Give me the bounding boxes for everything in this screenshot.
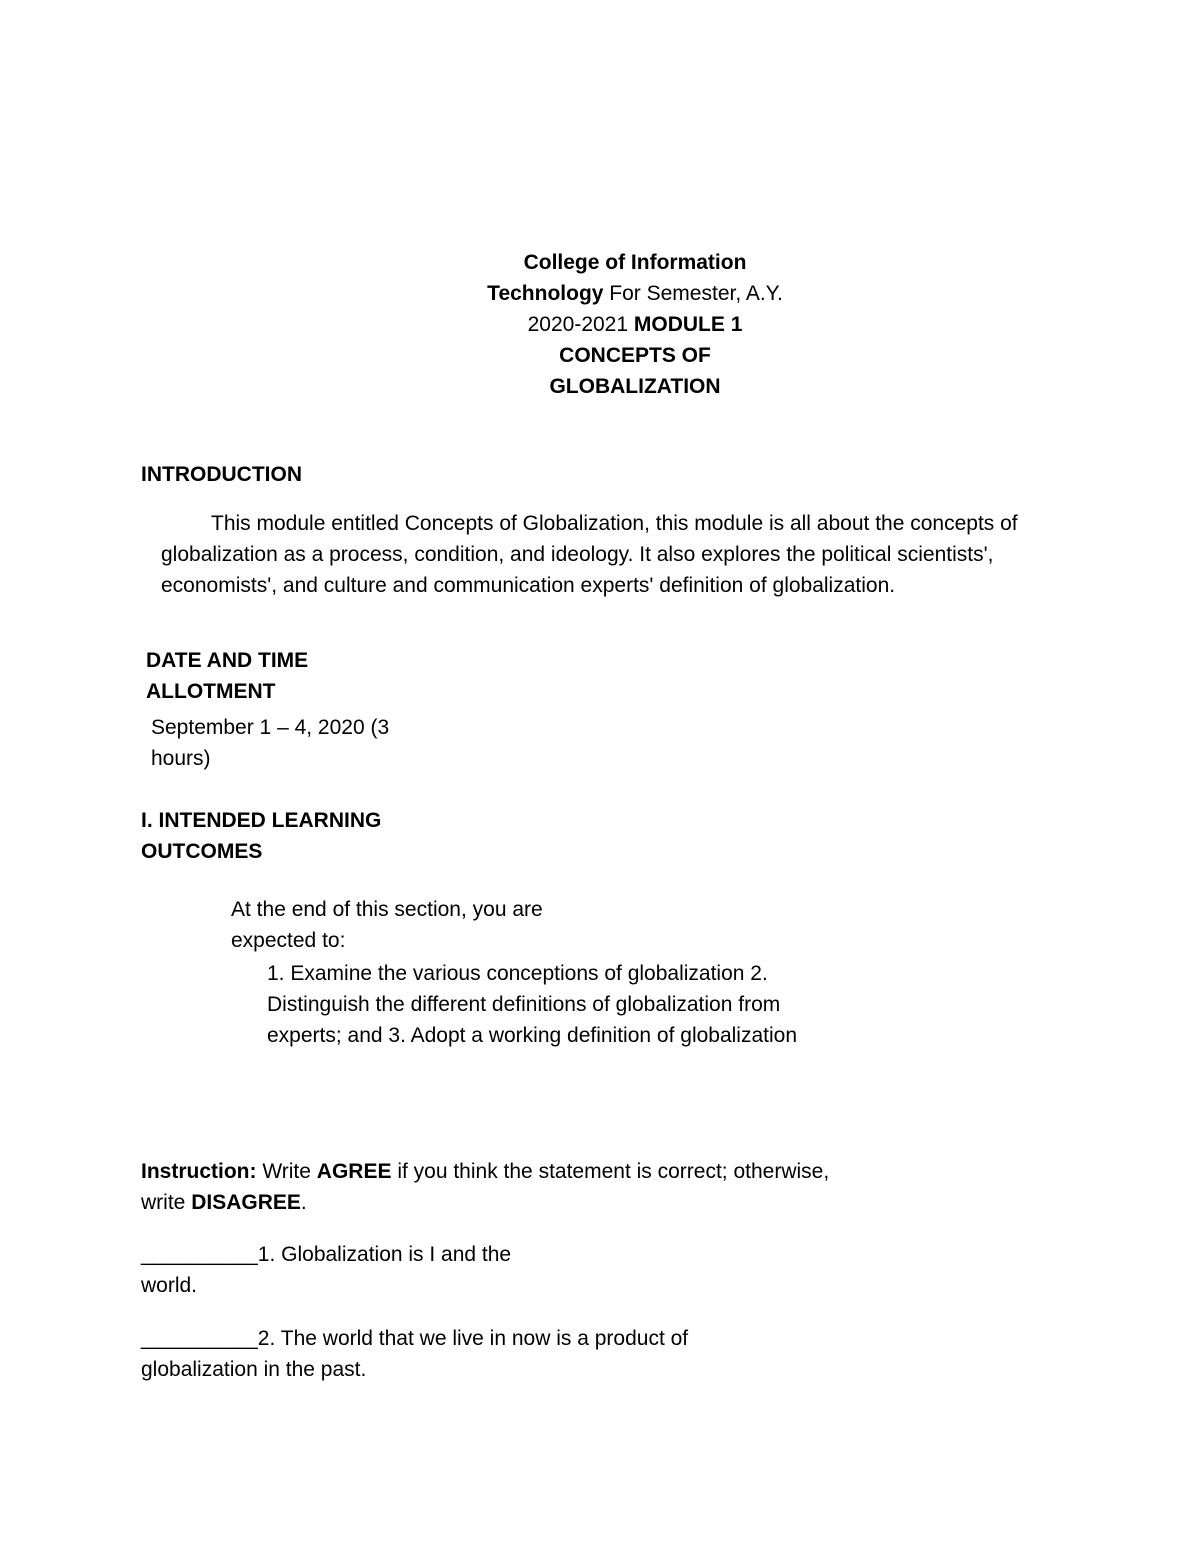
instruction-text-2: if you think the statement is correct; otherwise,	[391, 1160, 830, 1183]
outcomes-item-line-2: Distinguish the different definitions of globalization from	[267, 993, 781, 1016]
module-title-part1: CONCEPTS OF	[559, 344, 711, 367]
outcomes-item-line-1: 1. Examine the various conceptions of globalization 2.	[267, 962, 768, 985]
question-2-line-1: __________2. The world that we live in now is a product of	[141, 1327, 689, 1350]
introduction-line-3: economists', and culture and communication experts' definition of globalization.	[161, 574, 896, 597]
instruction-line-1	[141, 1156, 829, 1187]
date-time-heading-line-2	[146, 676, 275, 707]
college-name-part1: College of Information	[523, 251, 747, 274]
header-line-2	[0, 278, 1200, 309]
instruction-text-4: .	[300, 1191, 307, 1214]
question-1-line-1: __________1. Globalization is I and the	[141, 1243, 512, 1266]
header-line-1	[0, 247, 1200, 278]
date-time-heading-text-1: DATE AND TIME	[146, 649, 309, 672]
outcomes-heading-text-1: I. INTENDED LEARNING	[141, 809, 382, 832]
outcomes-item-line-3: experts; and 3. Adopt a working definition of globalization	[267, 1024, 798, 1047]
module-number: MODULE 1	[633, 313, 743, 336]
instruction-line-2	[141, 1187, 307, 1218]
instruction-text-1: Write	[256, 1160, 317, 1183]
outcomes-intro-line-2: expected to:	[231, 929, 346, 952]
outcomes-intro-line-1: At the end of this section, you are	[231, 898, 543, 921]
outcomes-heading-line-1	[141, 805, 381, 836]
instruction-agree: AGREE	[316, 1160, 392, 1183]
question-2-line-2: globalization in the past.	[141, 1358, 367, 1381]
header-line-4	[0, 340, 1200, 371]
header-line-5	[0, 371, 1200, 402]
introduction-line-1: This module entitled Concepts of Globalization, this module is all about the concepts of	[211, 512, 1018, 535]
introduction-line-2: globalization as a process, condition, and ideology. It also explores the political scientists',	[161, 543, 994, 566]
module-title-part2: GLOBALIZATION	[549, 375, 721, 398]
instruction-disagree: DISAGREE	[191, 1191, 301, 1214]
date-time-heading-text-2: ALLOTMENT	[146, 680, 276, 703]
instruction-label: Instruction:	[141, 1160, 257, 1183]
outcomes-heading-text-2: OUTCOMES	[141, 840, 263, 863]
question-1-line-2: world.	[141, 1274, 198, 1297]
header-line-3	[0, 309, 1200, 340]
date-time-heading-line-1	[146, 645, 308, 676]
college-name-part2: Technology	[487, 282, 604, 305]
academic-year: 2020-2021	[527, 313, 634, 336]
outcomes-heading-line-2	[141, 836, 262, 867]
introduction-heading	[141, 459, 302, 490]
date-time-value-line-1: September 1 – 4, 2020 (3	[151, 716, 390, 739]
date-time-value-line-2: hours)	[151, 747, 211, 770]
instruction-text-3: write	[141, 1191, 192, 1214]
introduction-heading-text: INTRODUCTION	[141, 463, 302, 486]
semester-label: For Semester, A.Y.	[603, 282, 783, 305]
